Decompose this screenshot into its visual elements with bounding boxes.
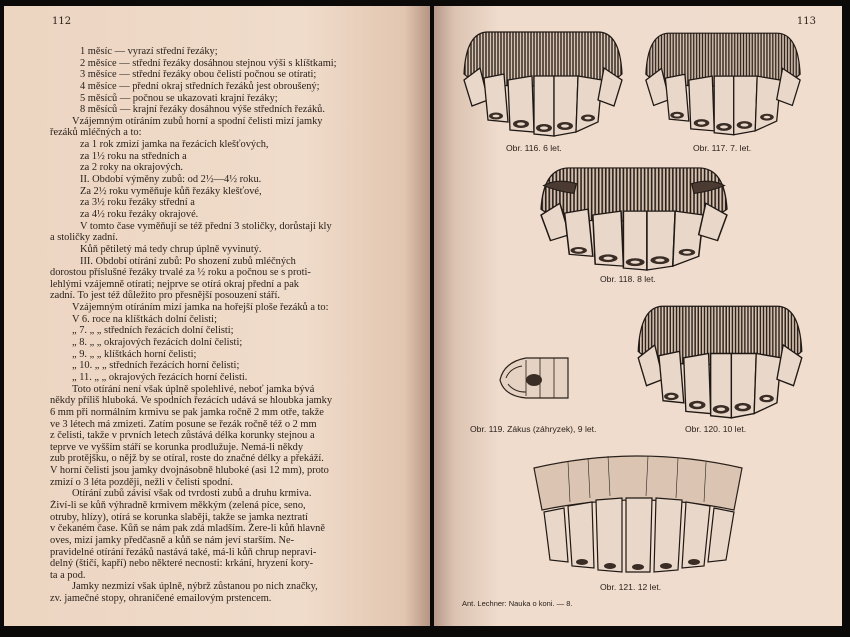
text-line: zmizí o 3 léta později, nežli v čelisti spodní. xyxy=(50,476,233,488)
teeth-illustration-8-years xyxy=(534,164,734,272)
text-line: III. Období otírání zubů: Po shození zubů mléčných xyxy=(80,255,296,267)
text-line: „ 9. „ „ klíštkách horní čelisti; xyxy=(72,348,197,360)
text-line: „ 11. „ „ okrajových řezácích horní čelisti. xyxy=(72,371,248,383)
text-line: delný (štičí, kapří) nebo některé necnosti: krkání, hryzení kory- xyxy=(50,558,314,570)
text-line: dorostou příslušné řezáky trvalé za ½ roku a počnou se s proti- xyxy=(50,267,311,279)
text-line: Za 2½ roku vyměňuje kůň řezáky klešťové, xyxy=(80,185,262,197)
figure-caption: Obr. 117. 7. let. xyxy=(693,143,752,153)
teeth-illustration-6-years xyxy=(458,28,628,138)
text-line: Otírání zubů závisí však od tvrdosti zubů a druhu krmiva. xyxy=(72,488,312,500)
text-line: 8 měsíců — krajní řezáky dosáhnou výše středních řezáků. xyxy=(80,104,325,116)
text-line: 1 měsíc — vyrazí střední řezáky; xyxy=(80,46,218,57)
text-line: oves, mizí jamky předčasně a kůň se nám jeví starším. Ne- xyxy=(50,534,295,546)
text-line: ta a pod. xyxy=(50,569,86,581)
text-line: Toto otírání není však úplně spolehlivé, neboť jamka bývá xyxy=(72,383,315,395)
page-number: 112 xyxy=(52,16,72,27)
text-line: 2 měsíce — střední řezáky dosáhnou stejnou výši s klíštkami; xyxy=(80,57,337,69)
text-line: II. Období výměny zubů: od 2½—4½ roku. xyxy=(80,174,262,186)
text-line: řezáků mléčných a to: xyxy=(50,127,142,139)
figure-caption: Obr. 116. 6 let. xyxy=(506,143,562,153)
text-line: 6 mm při normálním krmivu se pak jamka ročně 2 mm otře, takže xyxy=(50,406,324,418)
teeth-illustration-7-years xyxy=(640,28,806,138)
text-line: zv. jamečné stopy, ohraničené emailovým prstencem. xyxy=(50,593,272,605)
teeth-illustration-10-years xyxy=(632,302,808,420)
figure-caption: Obr. 120. 10 let. xyxy=(685,424,747,434)
text-line: za 4½ roku řezáky okrajové. xyxy=(80,208,199,220)
text-line: V horní čelisti jsou jamky dvojnásobně hluboké (asi 12 mm), proto xyxy=(50,465,329,477)
left-page xyxy=(4,6,430,626)
text-line: zub protějšku, o nějž by se otíral, roste do značné délky a překáží. xyxy=(50,453,324,465)
text-line: „ 7. „ „ středních řezácích dolní čelisti; xyxy=(72,325,234,337)
text-line: za 2 roky na okrajových. xyxy=(80,162,184,174)
text-line: za 3½ roku řezáky střední a xyxy=(80,197,195,209)
text-line: Jamky nezmizí však úplně, nýbrž zůstanou po nich značky, xyxy=(72,581,318,593)
text-line: a stoličky zadní. xyxy=(50,232,118,244)
page-footer: Ant. Lechner: Nauka o koni. — 8. xyxy=(462,599,573,608)
text-line: pravidelné otírání řezáků nastává také, má-li kůň chrup nepravi- xyxy=(50,546,317,558)
text-line: 3 měsíce — střední řezáky obou čelistí počnou se otírati; xyxy=(80,69,317,81)
text-line: Vzájemným otíráním zubů horní a spodní čelisti mizí jamky xyxy=(72,115,323,127)
text-line: „ 8. „ „ okrajových řezácích dolní čelisti; xyxy=(72,337,243,349)
text-line: někdy příliš hluboká. Ve spodních řezácích udává se hloubka jamky xyxy=(50,395,333,407)
text-line: lehlými vzájemně otírati; nejprve se otírá okraj přední a pak xyxy=(50,278,299,290)
text-line: 5 měsíců — počnou se ukazovati krajní řezáky; xyxy=(80,92,278,104)
right-page xyxy=(434,6,842,626)
text-line: za 1 rok zmizí jamka na řezácích klešťových, xyxy=(80,139,269,151)
figure-caption: Obr. 121. 12 let. xyxy=(600,582,662,592)
figure-caption: Obr. 118. 8 let. xyxy=(600,274,656,284)
text-line: zadní. To jest též důležito pro přesnější posouzení stáří. xyxy=(50,290,280,302)
text-line: za 1½ roku na středních a xyxy=(80,150,187,162)
text-line: ve 3 létech má zmizeti. Zatím posune se řezák ročně též o 2 mm xyxy=(50,418,317,430)
text-line: teprve ve vyšším stáří se korunka prodlužuje. Nemá-li někdy xyxy=(50,441,304,453)
text-line: V tomto čase vyměňují se též přední 3 stoličky, dorůstají kly xyxy=(80,220,332,232)
text-line: Živí-li se kůň výhradně krmivem měkkým (zelená píce, seno, xyxy=(50,499,306,511)
teeth-illustration-side-view xyxy=(496,350,572,406)
figure-caption: Obr. 119. Zákus (záhryzek), 9 let. xyxy=(470,424,597,434)
text-line: Kůň pětiletý má tedy chrup úplně vyvinutý. xyxy=(80,243,262,255)
text-line: 4 měsíce — přední okraj středních řezáků jest obroušený; xyxy=(80,80,320,92)
text-line: V 6. roce na klíštkách dolní čelisti; xyxy=(72,313,217,325)
text-line: z čelisti, takže v prvních letech zůstává délka korunky stejnou a xyxy=(50,430,315,442)
teeth-illustration-12-years xyxy=(528,450,748,576)
body-text xyxy=(50,46,414,605)
text-line: „ 10. „ „ středních řezácích horní čelisti; xyxy=(72,360,240,372)
page-number: 113 xyxy=(796,16,816,27)
text-line: otruby, hlízy), otírá se korunka slaběji, takže se jamka neztratí xyxy=(50,511,308,523)
text-line: Vzájemným otíráním mizí jamka na hořejší ploše řezáků a to: xyxy=(72,302,329,314)
text-line: v čekaném čase. Kůň se nám pak zdá mladším. Žere-li kůň hlavně xyxy=(50,523,325,535)
